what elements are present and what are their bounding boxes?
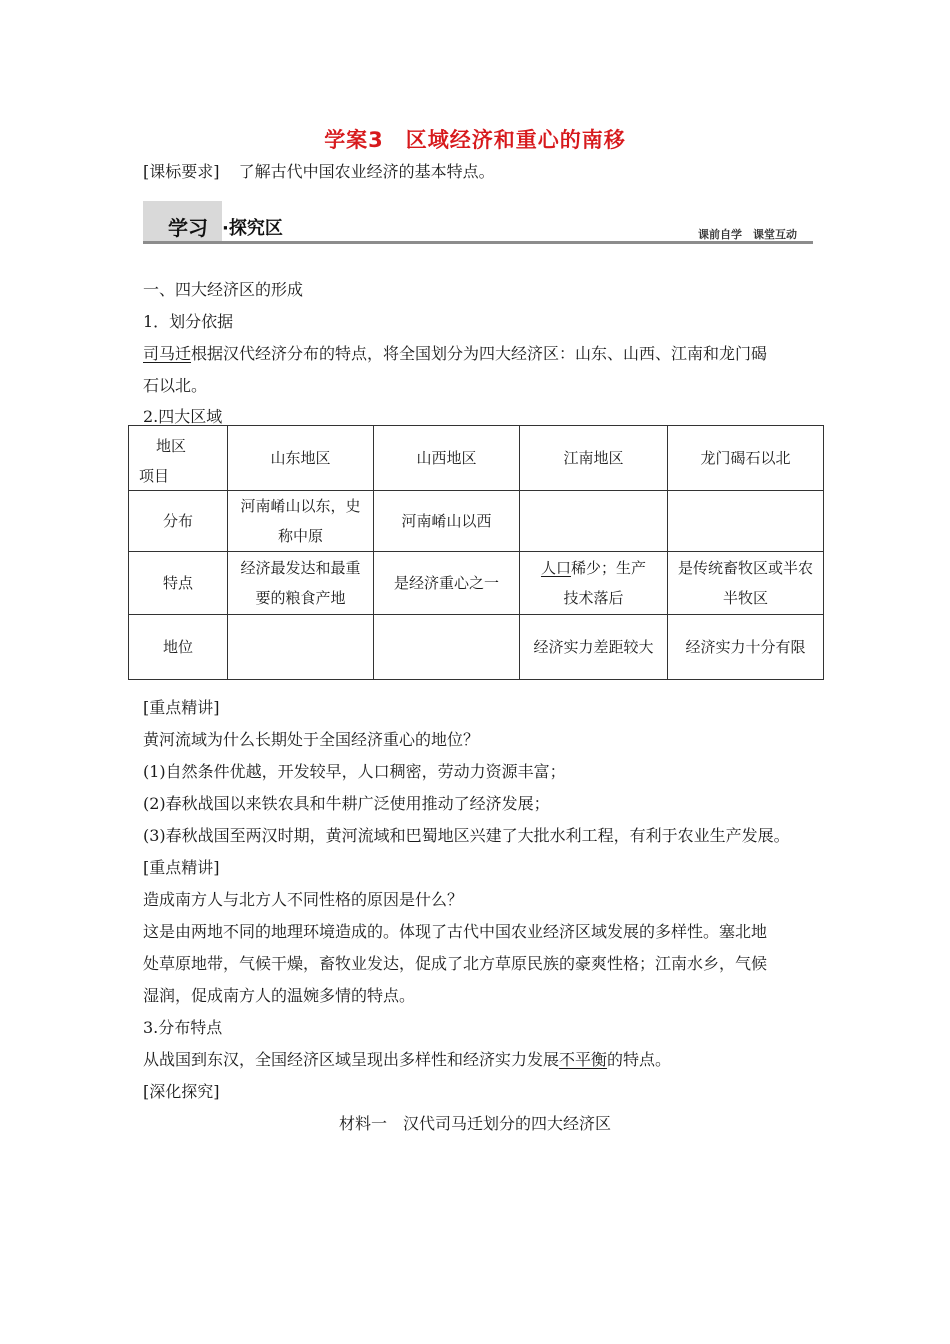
- header-region-label: 地区: [155, 437, 186, 455]
- focus1-point: (2)春秋战国以来铁农具和牛耕广泛使用推动了经济发展；: [143, 794, 550, 813]
- section1-paragraph: [143, 343, 767, 365]
- focus2-line: 这是由两地不同的地理环境造成的。体现了古代中国农业经济区域发展的多样性。塞北地: [143, 922, 768, 941]
- sima-qian-name: 司马迁: [143, 344, 192, 363]
- row-label: 特点: [129, 552, 228, 615]
- table-cell: [520, 491, 668, 552]
- section3-text: [143, 1049, 671, 1071]
- table-cell: 是传统畜牧区或半农半牧区: [668, 552, 824, 615]
- focus2-line: 湿润，促成南方人的温婉多情的特点。: [143, 986, 416, 1005]
- table-cell: 是经济重心之一: [374, 552, 520, 615]
- focus1-question: 黄河流域为什么长期处于全国经济重心的地位？: [143, 730, 480, 749]
- table-cell: 河南崤山以东，史称中原: [228, 491, 374, 552]
- table-cell: [374, 615, 520, 680]
- section1-heading: 一、四大经济区的形成: [143, 280, 304, 299]
- page-title: 学案3 区域经济和重心的南移: [324, 128, 626, 152]
- focus1-point: (3)春秋战国至两汉时期，黄河流域和巴蜀地区兴建了大批水利工程，有利于农业生产发展。: [143, 826, 790, 845]
- table-cell: 经济实力十分有限: [668, 615, 824, 680]
- header-item-label: 项目: [139, 467, 170, 485]
- regions-table: [128, 425, 824, 680]
- material-caption: 材料一 汉代司马迁划分的四大经济区: [338, 1114, 611, 1133]
- column-header: 江南地区: [520, 426, 668, 491]
- requirement-label: [课标要求]: [143, 162, 220, 181]
- focus2-question: 造成南方人与北方人不同性格的原因是什么？: [143, 890, 464, 909]
- underlined-imbalance: 不平衡: [559, 1050, 608, 1069]
- focus2-line: 处草原地带，气候干燥，畜牧业发达，促成了北方草原民族的豪爽性格；江南水乡，气候: [143, 954, 768, 973]
- section3-text-before: 从战国到东汉，全国经济区域呈现出多样性和经济实力发展: [143, 1050, 560, 1069]
- cell-text: 稀少；生产: [571, 559, 647, 577]
- section1-paragraph-text: 根据汉代经济分布的特点，将全国划分为四大经济区：山东、山西、江南和龙门碣: [191, 344, 768, 363]
- banner-subtitle: ·探究区: [222, 218, 283, 239]
- section1-item2: 2.四大区域: [143, 407, 223, 426]
- focus2-label: [重点精讲]: [143, 858, 220, 877]
- requirement-text: 了解古代中国农业经济的基本特点。: [238, 162, 495, 181]
- row-label: 分布: [129, 491, 228, 552]
- table-row: [129, 552, 824, 615]
- requirement-line: [143, 161, 495, 183]
- table-row: [129, 615, 824, 680]
- column-header: 山西地区: [374, 426, 520, 491]
- explore-label: [深化探究]: [143, 1082, 220, 1101]
- table-cell: 经济实力差距较大: [520, 615, 668, 680]
- table-header-row: [129, 426, 824, 491]
- banner-title: 学习: [168, 216, 208, 240]
- table-cell: 河南崤山以西: [374, 491, 520, 552]
- row-label: 地位: [129, 615, 228, 680]
- focus1-point: (1)自然条件优越，开发较早，人口稠密，劳动力资源丰富；: [143, 762, 566, 781]
- focus1-label: [重点精讲]: [143, 698, 220, 717]
- underlined-population: 人口: [540, 559, 571, 577]
- table-cell: [668, 491, 824, 552]
- table-cell: 经济最发达和最重要的粮食产地: [228, 552, 374, 615]
- cell-text: 技术落后: [563, 589, 624, 607]
- table-corner-cell: [129, 426, 228, 491]
- banner-right-label: 课前自学 课堂互动: [698, 228, 797, 241]
- section1-paragraph-cont: 石以北。: [143, 376, 208, 395]
- column-header: 龙门碣石以北: [668, 426, 824, 491]
- column-header: 山东地区: [228, 426, 374, 491]
- table-row: [129, 491, 824, 552]
- table-cell: [520, 552, 668, 615]
- section3-heading: 3.分布特点: [143, 1018, 223, 1037]
- section1-item1: 1．划分依据: [143, 312, 234, 331]
- table-cell: [228, 615, 374, 680]
- section3-text-after: 的特点。: [607, 1050, 672, 1069]
